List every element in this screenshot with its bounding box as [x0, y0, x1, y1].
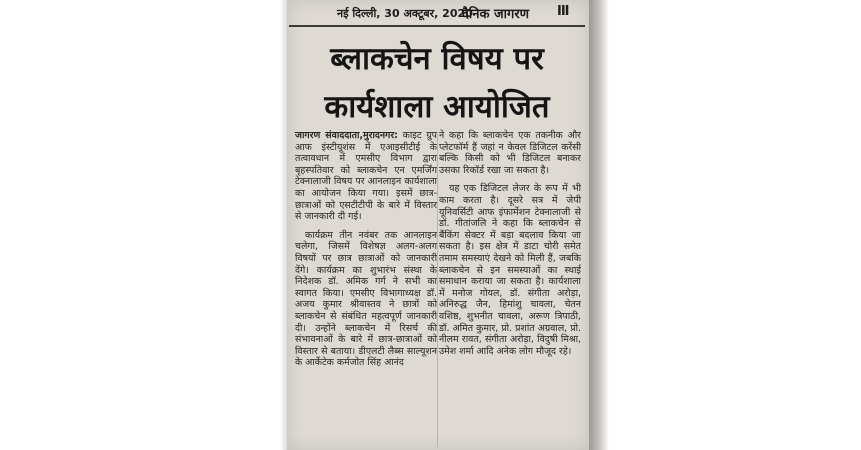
newspaper-name: दैनिक जागरण [462, 7, 530, 22]
headline-line-1: ब्लाकचेन विषय पर [330, 41, 544, 77]
page-marker: III [557, 4, 569, 19]
article-paragraph [295, 130, 437, 223]
newspaper-clipping [287, 0, 589, 450]
paragraph-text: काइट ग्रुप आफ इंस्टीयूशंस में एआइसीटीई के तत्वावधान में एमसीए विभाग द्वारा बृहस्पतिवार को ब्लाकचेन एन एमर्जिंग टेक्नालाजी विषय पर आनलाइन कार्यशाला का आयोजन किया गया। इसमें छात्र-छात्राओं को एसटीटीपी के बारे में विस्तार से जानकारी दी गई। [295, 130, 437, 223]
article-column-left [295, 130, 437, 376]
masthead [287, 4, 587, 22]
column-divider [437, 132, 438, 447]
article-paragraph: ने कहा कि ब्लाकचेन एक तकनीक और प्लेटफॉर्म हैं जहां न केवल डिजिटल करेंसी बल्कि किसी को भी डिजिटल बनाकर उसका रिकॉर्ड रखा जा सकता है। [439, 130, 581, 176]
headline-line-2: कार्यशाला आयोजित [324, 89, 550, 125]
article-paragraph: कार्यक्रम तीन नवंबर तक आनलाइन चलेगा, जिसमें विशेषज्ञ अलग-अलग विषयों पर छात्र छात्राओं को जानकारी देंगे। कार्यक्रम का शुभारंभ संस्था के निदेशक डॉ. अमिक गर्ग ने सभी का स्वागत किया। एमसीए विभागाध्यक्ष डॉ. अजय कुमार श्रीवास्तव ने छात्रों को ब्लाकचेन से संबंधित महत्वपूर्ण जानकारी दी। उन्होंने ब्लाकचेन में रिसर्च की संभावनाओं के बारे में छात्र-छात्राओं को विस्तार से बताया। डीएलटी लैब्स साल्यूशन के आर्केटेक कर्मजोत सिंह आनंद [295, 229, 437, 369]
article-column-right [439, 130, 581, 364]
edition-date: नई दिल्ली, 30 अक्टूबर, 2020 [337, 7, 473, 20]
article-paragraph: यह एक डिजिटल लेजर के रूप में भी काम करता है। दूसरे सत्र में जेपी यूनिवर्सिटी आफ इंफार्मेशन टेक्नालाजी से डॉ. गीतांजलि ने कहा कि ब्लाकचेन से बैंकिंग सेक्टर में बड़ा बदलाव किया जा सकता है। इस क्षेत्र में डाटा चोरी समेत तमाम समस्याएं देखने को मिली हैं, जबकि ब्लाकचेन से इन समस्याओं का स्थाई समाधान कराया जा सकता है। कार्यशाला में मनोज गोयल, डॉ. संगीता अरोड़ा, अनिरुद्ध जैन, हिमांशु चावला, चेतन वशिष्ठ, शुभनीत चावला, अरूण त्रिपाठी, डॉ. अमित कुमार, प्रो. प्रशांत अग्रवाल, प्रो. नीलम रावत, संगीता अरोड़ा, विदुषी मिश्रा, उमेश शर्मा आदि अनेक लोग मौजूद रहे। [439, 183, 581, 357]
masthead-rule [289, 25, 585, 27]
byline: जागरण संवाददाता,मुरादनगर: [295, 130, 398, 141]
clipping-right-shadow [589, 0, 609, 450]
